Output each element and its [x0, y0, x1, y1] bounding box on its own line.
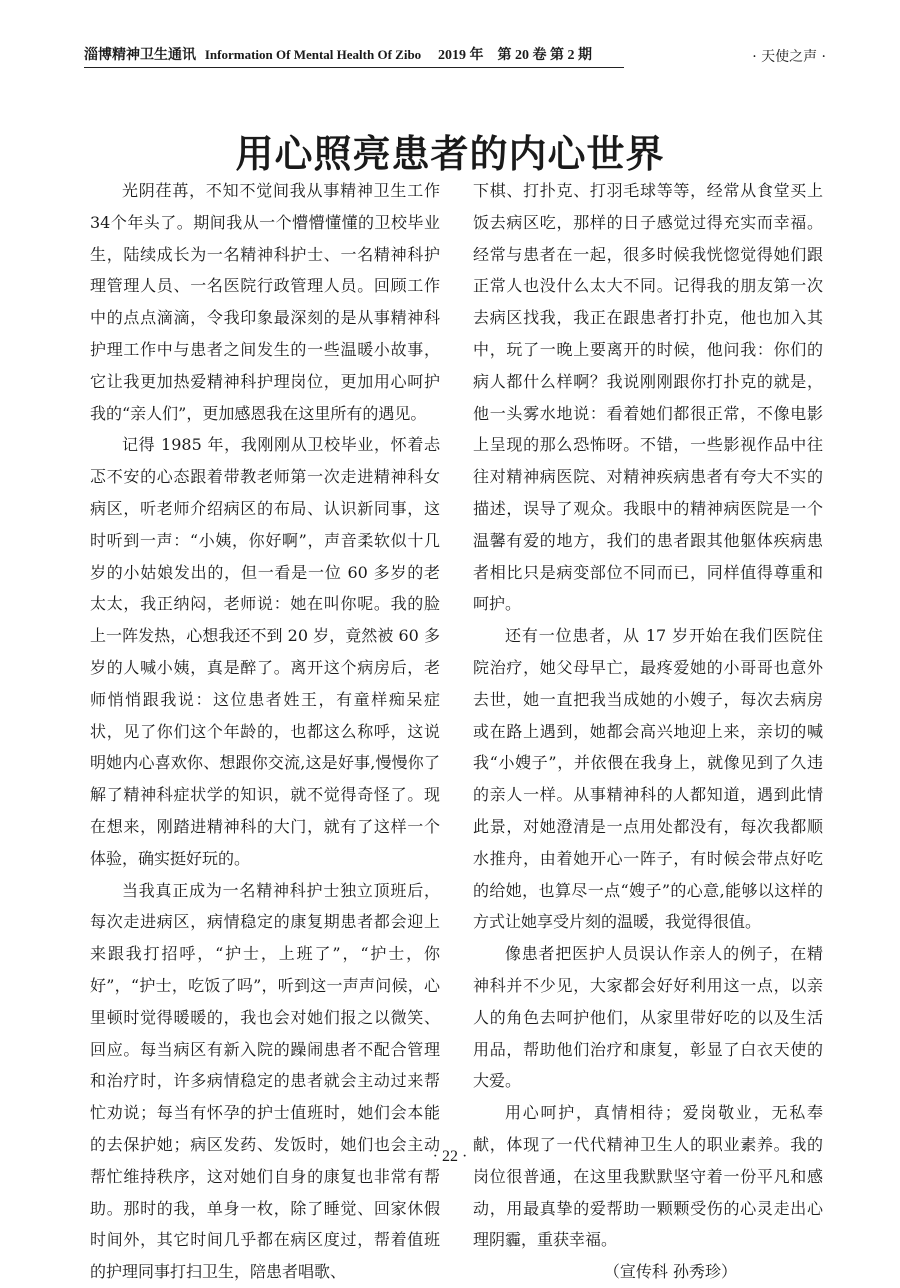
left-column: [90, 175, 440, 1288]
paragraph: 像患者把医护人员误认作亲人的例子，在精神科并不少见，大家都会好好利用这一点，以亲人的角色去呵护他们，从家里带好吃的以及生活用品，帮助他们治疗和康复，彰显了白衣天使的大爱。: [473, 944, 823, 1091]
journal-name-cn: 淄博精神卫生通讯: [84, 47, 196, 63]
paragraph: 记得 1985 年，我刚刚从卫校毕业，怀着忐忑不安的心态跟着带教老师第一次走进精神科女病区，听老师介绍病区的布局、认识新同事，这时听到一声：“小姨，你好啊”，声音柔软似十几岁的小姑娘发出的，但一看是一位 60 多岁的老太太，我正纳闷，老师说：她在叫你呢。我的脸上一阵发热，心想我还不到 20 岁，竟然被 60 多岁的人喊小姨，真是醉了。离开这个病房后，老师悄悄跟我说：这位患者姓王，有童样痴呆症状，见了你们这个年龄的，也都这么称呼，这说明她内心喜欢你、想跟你交流,这是好事,慢慢你了解了精神科症状学的知识，就不觉得奇怪了。现在想来，刚踏进精神科的大门，就有了这样一个体验，确实挺好玩的。: [90, 435, 440, 868]
issue-info: 2019 年 第 20 卷 第 2 期: [438, 48, 593, 63]
paragraph: 光阴荏苒，不知不觉间我从事精神卫生工作34个年头了。期间我从一个懵懵懂懂的卫校毕业生，陆续成长为一名精神科护士、一名精神科护理管理人员、一名医院行政管理人员。回顾工作中的点点滴滴，令我印象最深刻的是从事精神科护理工作中与患者之间发生的一些温暖小故事，它让我更加热爱精神科护理岗位，更加用心呵护我的“亲人们”，更加感恩我在这里所有的遇见。: [90, 181, 440, 423]
running-header: [84, 44, 826, 70]
right-column: [473, 175, 823, 1288]
paragraph: 还有一位患者，从 17 岁开始在我们医院住院治疗，她父母早亡，最疼爱她的小哥哥也意外去世，她一直把我当成她的小嫂子，每次去病房或在路上遇到，她都会高兴地迎上来，亲切的喊我“小嫂子”，并依偎在我身上，就像见到了久违的亲人一样。从事精神科的人都知道，遇到此情此景，对她澄清是一点用处都没有，每次我都顺水推舟，由着她开心一阵子，有时候会带点好吃的给她，也算尽一点“嫂子”的心意,能够以这样的方式让她享受片刻的温暖，我觉得很值。: [473, 626, 823, 932]
article-title: 用心照亮患者的内心世界: [235, 132, 665, 177]
paragraph: 用心呵护，真情相待；爱岗敬业，无私奉献，体现了一代代精神卫生人的职业素养。我的岗位很普通，在这里我默默坚守着一份平凡和感动，用最真挚的爱帮助一颗颗受伤的心灵走出心理阴霾，重获幸福。: [473, 1103, 823, 1250]
paragraph-continued: 下棋、打扑克、打羽毛球等等，经常从食堂买上饭去病区吃，那样的日子感觉过得充实而幸福。经常与患者在一起，很多时候我恍惚觉得她们跟正常人也没什么太大不同。记得我的朋友第一次去病区找我，我正在跟患者打扑克，他也加入其中，玩了一晚上要离开的时候，他问我：你们的病人都什么样啊？我说刚刚跟你打扑克的就是，他一头雾水地说：看着她们都很正常，不像电影上呈现的那么恐怖呀。不错，一些影视作品中往往对精神病医院、对精神疾病患者有夸大不实的描述，误导了观众。我眼中的精神病医院是一个温馨有爱的地方，我们的患者跟其他躯体疾病患者相比只是病变部位不同而已，同样值得尊重和呵护。: [473, 181, 823, 614]
section-label: · 天使之声 ·: [752, 49, 826, 65]
header-rule: [84, 67, 624, 68]
header-journal: [84, 44, 592, 64]
author-signature: （宣传科 孙秀珍）: [603, 1262, 737, 1282]
paragraph: 当我真正成为一名精神科护士独立顶班后，每次走进病区，病情稳定的康复期患者都会迎上来跟我打招呼，“护士，上班了”，“护士，你好”，“护士，吃饭了吗”，听到这一声声问候，心里顿时觉得暖暖的，我也会对她们报之以微笑、回应。每当病区有新入院的躁闹患者不配合管理和治疗时，许多病情稳定的患者就会主动过来帮忙劝说；每当有怀孕的护士值班时，她们会本能的去保护她；病区发药、发饭时，她们也会主动帮忙维持秩序，这对她们自身的康复也非常有帮助。那时的我，单身一枚，除了睡觉、回家休假时间外，其它时间几乎都在病区度过，帮着值班的护理同事打扫卫生，陪患者唱歌、: [90, 880, 440, 1282]
journal-name-en: Information Of Mental Health Of Zibo: [204, 47, 422, 62]
page-number: · 22 ·: [432, 1148, 468, 1165]
